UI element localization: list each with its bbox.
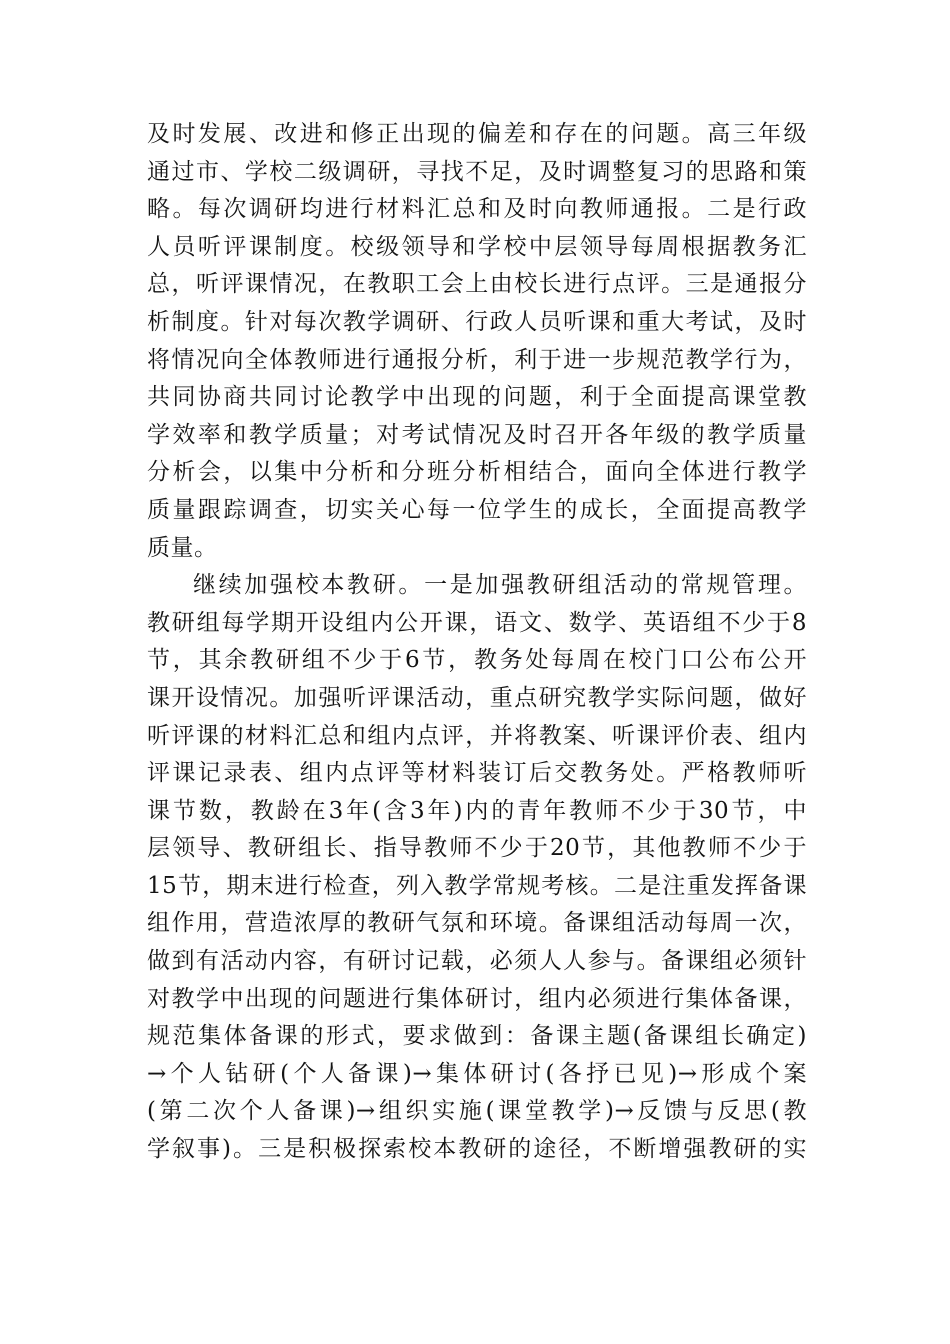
text-line: 做到有活动内容，有研讨记载，必须人人参与。备课组必须针 [147, 948, 807, 975]
text-line: (第二次个人备课)→组织实施(课堂教学)→反馈与反思(教 [147, 1098, 807, 1125]
text-line: 将情况向全体教师进行通报分析，利于进一步规范教学行为， [147, 346, 807, 373]
text-line: 组作用，营造浓厚的教研气氛和环境。备课组活动每周一次， [147, 910, 807, 937]
text-line: 课节数，教龄在3年(含3年)内的青年教师不少于30节，中 [147, 797, 807, 824]
paragraph-2 [147, 567, 807, 1169]
text-line: 质量。 [147, 534, 218, 561]
text-line: 教研组每学期开设组内公开课，语文、数学、英语组不少于8 [147, 609, 807, 636]
text-line: 15节，期末进行检查，列入教学常规考核。二是注重发挥备课 [147, 872, 807, 899]
text-line: 略。每次调研均进行材料汇总和及时向教师通报。二是行政 [147, 196, 807, 223]
text-line: →个人钻研(个人备课)→集体研讨(各抒已见)→形成个案 [147, 1060, 807, 1087]
text-line: 对教学中出现的问题进行集体研讨，组内必须进行集体备课， [147, 985, 807, 1012]
text-line: 析制度。针对每次教学调研、行政人员听课和重大考试，及时 [147, 308, 807, 335]
text-line: 学叙事)。三是积极探索校本教研的途径，不断增强教研的实 [147, 1136, 807, 1163]
text-line: 共同协商共同讨论教学中出现的问题，利于全面提高课堂教 [147, 384, 807, 411]
text-line: 人员听评课制度。校级领导和学校中层领导每周根据教务汇 [147, 233, 807, 260]
text-line: 总，听评课情况，在教职工会上由校长进行点评。三是通报分 [147, 271, 807, 298]
text-line: 继续加强校本教研。一是加强教研组活动的常规管理。 [193, 572, 807, 599]
paragraph-1 [147, 116, 807, 567]
text-line: 课开设情况。加强听评课活动，重点研究教学实际问题，做好 [147, 684, 807, 711]
text-line: 层领导、教研组长、指导教师不少于20节，其他教师不少于 [147, 835, 807, 862]
text-line: 及时发展、改进和修正出现的偏差和存在的问题。高三年级 [147, 121, 807, 147]
text-line: 分析会，以集中分析和分班分析相结合，面向全体进行教学 [147, 459, 807, 486]
text-line: 评课记录表、组内点评等材料装订后交教务处。严格教师听 [147, 760, 807, 787]
text-line: 节，其余教研组不少于6节，教务处每周在校门口公布公开 [147, 647, 807, 674]
text-line: 学效率和教学质量；对考试情况及时召开各年级的教学质量 [147, 421, 807, 448]
text-line: 通过市、学校二级调研，寻找不足，及时调整复习的思路和策 [147, 158, 807, 185]
body-text [147, 116, 807, 1169]
text-line: 规范集体备课的形式，要求做到：备课主题(备课组长确定) [147, 1023, 807, 1050]
text-line: 听评课的材料汇总和组内点评，并将教案、听课评价表、组内 [147, 722, 807, 749]
text-line: 质量跟踪调查，切实关心每一位学生的成长，全面提高教学 [147, 496, 807, 523]
